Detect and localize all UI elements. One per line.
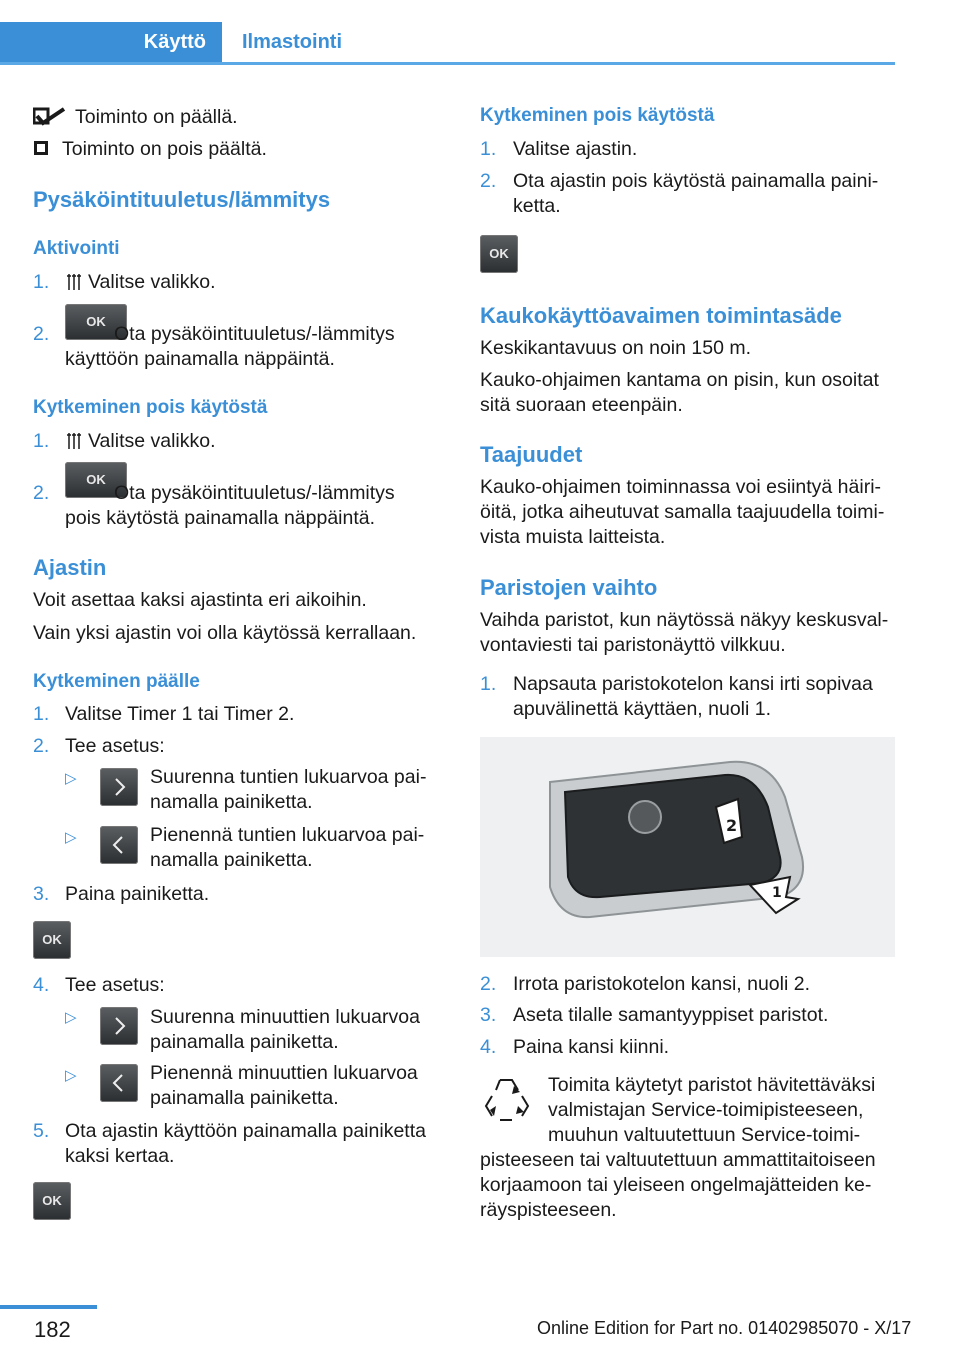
timer-step-2b-line2: namalla painiketta.	[150, 849, 313, 871]
page-number: 182	[34, 1317, 71, 1342]
range-paragraph-2-line2: sitä suoraan eteenpäin.	[480, 394, 683, 416]
deactivation-step-2-line2: pois käytöstä painamalla näppäintä.	[65, 507, 376, 529]
timer-step-2b-line1: Pienennä tuntien lukuarvoa pai-	[150, 824, 425, 846]
deactivate-timer-step-2-line2: ketta.	[513, 195, 561, 217]
recycling-icon	[482, 1074, 532, 1126]
deactivate-timer-step-2-line1: Ota ajastin pois käytöstä painamalla paini-	[513, 170, 879, 192]
tab-ilmastointi[interactable]: Ilmastointi	[242, 31, 343, 53]
bullet-icon: ▷	[65, 1009, 77, 1026]
step-number: 4.	[480, 1036, 497, 1058]
step-number: 1.	[480, 673, 497, 695]
activation-step-1: Valitse valikko.	[88, 271, 216, 293]
activation-step-2-line2: käyttöön painamalla näppäintä.	[65, 348, 335, 370]
edition-text: Online Edition for Part no. 01402985070 - X/17	[537, 1318, 912, 1338]
ventilation-menu-icon	[66, 431, 82, 451]
chevron-right-icon	[100, 1007, 138, 1045]
checkmark-icon	[33, 107, 67, 129]
environment-line2: valmistajan Service-toimipisteeseen,	[548, 1099, 864, 1121]
heading-frequencies: Taajuudet	[480, 442, 583, 467]
ok-button-icon: OK	[33, 921, 71, 959]
step-number: 2.	[480, 170, 497, 192]
environment-line6: räyspisteeseen.	[480, 1199, 617, 1221]
heading-deactivation: Kytkeminen pois käytöstä	[33, 397, 268, 418]
step-number: 1.	[33, 430, 50, 452]
timer-paragraph-1: Voit asettaa kaksi ajastinta eri aikoihin.	[33, 589, 367, 611]
heading-parking-ventilation: Pysäköintituuletus/lämmitys	[33, 187, 331, 212]
battery-intro-line2: vontaviesti tai paristonäyttö vilkkuu.	[480, 634, 786, 656]
range-paragraph-2-line1: Kauko-ohjaimen kantama on pisin, kun osoitat	[480, 369, 879, 391]
battery-step-4: Paina kansi kiinni.	[513, 1036, 670, 1058]
step-number: 2.	[33, 323, 50, 345]
environment-line1: Toimita käytetyt paristot hävitettäväksi	[548, 1074, 876, 1096]
environment-line5: korjaamoon tai yleiseen ongelmajätteiden ke-	[480, 1174, 872, 1196]
heading-deactivation-timer: Kytkeminen pois käytöstä	[480, 105, 715, 126]
ventilation-menu-icon	[66, 272, 82, 292]
chevron-left-icon	[100, 1064, 138, 1102]
step-number: 4.	[33, 974, 50, 996]
timer-step-2a-line1: Suurenna tuntien lukuarvoa pai-	[150, 766, 427, 788]
step-number: 1.	[33, 271, 50, 293]
bullet-icon: ▷	[65, 770, 77, 787]
timer-step-4b-line1: Pienennä minuuttien lukuarvoa	[150, 1062, 418, 1084]
bullet-icon: ▷	[65, 829, 77, 846]
battery-step-1-line1: Napsauta paristokotelon kansi irti sopivaa	[513, 673, 873, 695]
battery-step-3: Aseta tilalle samantyyppiset paristot.	[513, 1004, 829, 1026]
ok-button-icon: OK	[65, 462, 127, 498]
timer-step-3: Paina painiketta.	[65, 883, 210, 905]
timer-step-5-line1: Ota ajastin käyttöön painamalla painiketta	[65, 1120, 426, 1142]
arrow-1-label: 1	[772, 885, 782, 901]
step-number: 2.	[33, 482, 50, 504]
timer-step-4b-line2: painamalla painiketta.	[150, 1087, 339, 1109]
battery-step-1-line2: apuvälinettä käyttäen, nuoli 1.	[513, 698, 772, 720]
ok-button-icon: OK	[33, 1182, 71, 1220]
heading-switch-on: Kytkeminen päälle	[33, 671, 200, 692]
heading-activation: Aktivointi	[33, 238, 120, 259]
header-tabs	[0, 22, 895, 65]
timer-step-5-line2: kaksi kertaa.	[65, 1145, 175, 1167]
footer-accent-line	[0, 1305, 97, 1309]
chevron-right-icon	[100, 768, 138, 806]
ok-button-icon: OK	[480, 235, 518, 273]
step-number: 3.	[33, 883, 50, 905]
step-number: 3.	[480, 1004, 497, 1026]
timer-step-4a-line1: Suurenna minuuttien lukuarvoa	[150, 1006, 420, 1028]
timer-step-1: Valitse Timer 1 tai Timer 2.	[65, 703, 295, 725]
heading-remote-range: Kaukokäyttöavaimen toimintasäde	[480, 303, 842, 328]
timer-step-2a-line2: namalla painiketta.	[150, 791, 313, 813]
ok-button-icon: OK	[65, 304, 127, 340]
bullet-icon: ▷	[65, 1067, 77, 1084]
status-on-text: Toiminto on päällä.	[75, 106, 238, 128]
deactivation-step-2-line1: Ota pysäköintituuletus/-lämmitys	[114, 482, 395, 504]
heading-timer: Ajastin	[33, 555, 107, 580]
status-off-text: Toiminto on pois päältä.	[62, 138, 267, 160]
environment-line4: pisteeseen tai valtuutettuun ammattitaitoiseen	[480, 1149, 876, 1171]
timer-step-4a-line2: painamalla painiketta.	[150, 1031, 339, 1053]
timer-step-2: Tee asetus:	[65, 735, 165, 757]
checkbox-empty-icon	[34, 141, 48, 155]
frequencies-line3: vista muista laitteista.	[480, 526, 666, 548]
deactivate-timer-step-1: Valitse ajastin.	[513, 138, 638, 160]
timer-paragraph-2: Vain yksi ajastin voi olla käytössä kerrallaan.	[33, 622, 417, 644]
battery-intro-line1: Vaihda paristot, kun näytössä näkyy keskusval-	[480, 609, 889, 631]
step-number: 2.	[33, 735, 50, 757]
key-battery-illustration	[480, 737, 895, 957]
step-number: 1.	[480, 138, 497, 160]
frequencies-line2: öitä, jotka aiheutuvat samalla taajuudella toimi-	[480, 501, 885, 523]
deactivation-step-1: Valitse valikko.	[88, 430, 216, 452]
frequencies-line1: Kauko-ohjaimen toiminnassa voi esiintyä häiri-	[480, 476, 882, 498]
environment-line3: muuhun valtuutettuun Service-toimi-	[548, 1124, 861, 1146]
step-number: 2.	[480, 973, 497, 995]
step-number: 5.	[33, 1120, 50, 1142]
battery-step-2: Irrota paristokotelon kansi, nuoli 2.	[513, 973, 810, 995]
activation-step-2-line1: Ota pysäköintituuletus/-lämmitys	[114, 323, 395, 345]
arrow-2-label: 2	[726, 816, 738, 835]
chevron-left-icon	[100, 826, 138, 864]
timer-step-4: Tee asetus:	[65, 974, 165, 996]
heading-battery-replacement: Paristojen vaihto	[480, 575, 658, 600]
step-number: 1.	[33, 703, 50, 725]
tab-kaytto[interactable]: Käyttö	[0, 22, 222, 62]
range-paragraph-1: Keskikantavuus on noin 150 m.	[480, 337, 752, 359]
